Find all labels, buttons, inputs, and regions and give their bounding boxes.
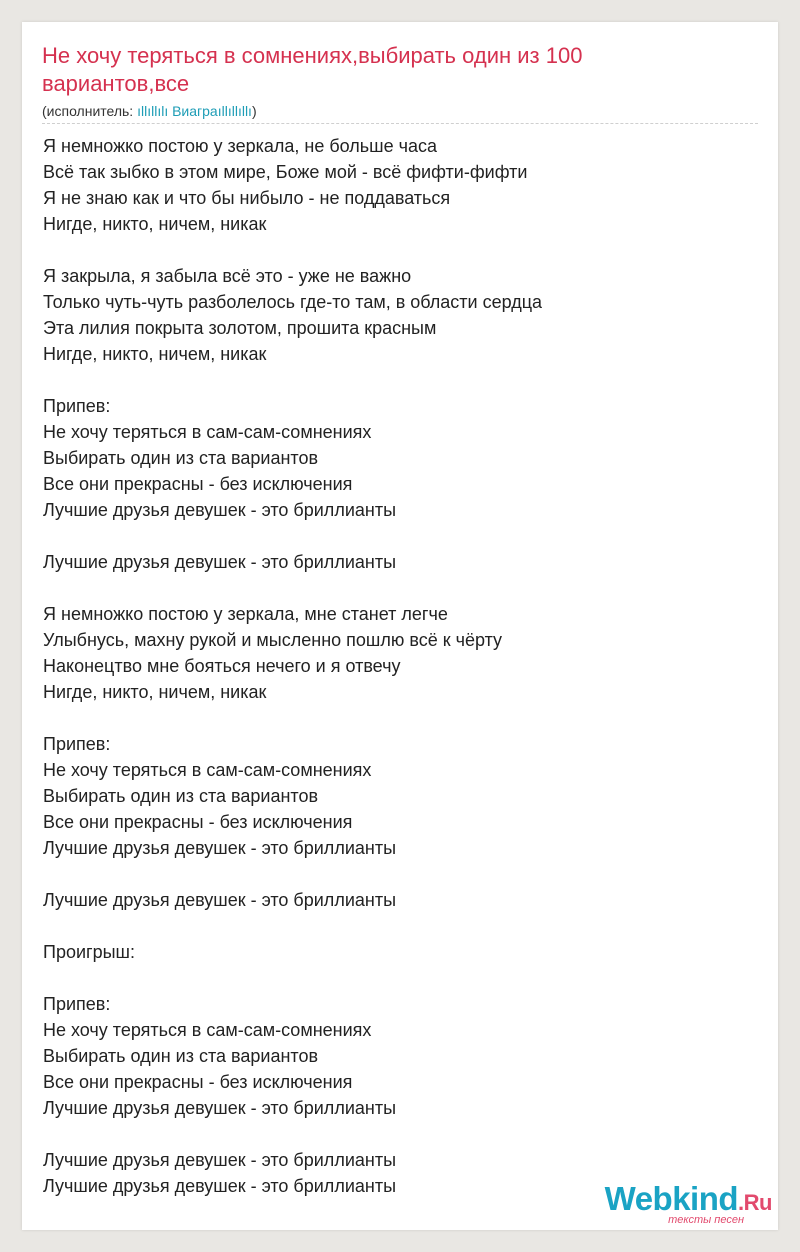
- artist-link[interactable]: ıllıllılı Виаграıllıllıllı: [137, 103, 252, 119]
- logo-tld: .Ru: [738, 1190, 772, 1215]
- lyric-line: Только чуть-чуть разболелось где-то там, в области сердца: [43, 292, 543, 312]
- lyric-line: Нигде, никто, ничем, никак: [43, 214, 267, 234]
- lyric-line: Лучшие друзья девушек - это бриллианты: [43, 1176, 397, 1196]
- lyric-line: Я немножко постою у зеркала, не больше часа: [43, 136, 437, 156]
- lyric-blank-line: [43, 367, 542, 393]
- lyric-blank-line: [43, 965, 542, 991]
- lyric-line: Эта лилия покрыта золотом, прошита красным: [43, 318, 437, 338]
- title-divider: [42, 123, 758, 124]
- lyric-line: Наконецтво мне бояться нечего и я отвечу: [43, 656, 401, 676]
- lyric-line: Припев:: [43, 396, 111, 416]
- lyric-line: Все они прекрасны - без исключения: [43, 474, 353, 494]
- lyric-blank-line: [43, 1121, 542, 1147]
- lyric-line: Я закрыла, я забыла всё это - уже не важно: [43, 266, 412, 286]
- lyric-line: Всё так зыбко в этом мире, Боже мой - всё фифти-фифти: [43, 162, 528, 182]
- lyrics-body: [43, 133, 542, 1199]
- lyric-line: Лучшие друзья девушек - это бриллианты: [43, 552, 397, 572]
- lyric-blank-line: [43, 705, 542, 731]
- lyric-line: Лучшие друзья девушек - это бриллианты: [43, 1098, 397, 1118]
- artist-prefix: (исполнитель:: [42, 103, 138, 119]
- lyric-blank-line: [43, 237, 542, 263]
- lyric-line: Проигрыш:: [43, 942, 135, 962]
- lyric-blank-line: [43, 913, 542, 939]
- artist-suffix: ): [251, 103, 257, 119]
- lyric-line: Все они прекрасны - без исключения: [43, 812, 353, 832]
- lyric-line: Все они прекрасны - без исключения: [43, 1072, 353, 1092]
- lyric-line: Припев:: [43, 734, 111, 754]
- logo-tagline: тексты песен: [668, 1214, 744, 1226]
- site-logo[interactable]: [605, 1182, 772, 1226]
- lyric-line: Лучшие друзья девушек - это бриллианты: [43, 500, 397, 520]
- lyric-line: Нигде, никто, ничем, никак: [43, 344, 267, 364]
- lyrics-card: [22, 22, 778, 1230]
- lyric-blank-line: [43, 575, 542, 601]
- lyric-line: Выбирать один из ста вариантов: [43, 786, 319, 806]
- lyric-line: Улыбнусь, махну рукой и мысленно пошлю всё к чёрту: [43, 630, 503, 650]
- lyric-line: Не хочу теряться в сам-сам-сомнениях: [43, 422, 372, 442]
- song-title: Не хочу теряться в сомнениях,выбирать один из 100 вариантов,все: [42, 43, 583, 96]
- lyric-line: Не хочу теряться в сам-сам-сомнениях: [43, 1020, 372, 1040]
- lyric-line: Лучшие друзья девушек - это бриллианты: [43, 1150, 397, 1170]
- lyric-line: Нигде, никто, ничем, никак: [43, 682, 267, 702]
- lyric-line: Выбирать один из ста вариантов: [43, 448, 319, 468]
- lyric-line: Выбирать один из ста вариантов: [43, 1046, 319, 1066]
- lyric-line: Припев:: [43, 994, 111, 1014]
- lyric-line: Не хочу теряться в сам-сам-сомнениях: [43, 760, 372, 780]
- artist-line: [42, 103, 257, 119]
- lyric-line: Я немножко постою у зеркала, мне станет легче: [43, 604, 448, 624]
- lyric-line: Я не знаю как и что бы нибыло - не поддаваться: [43, 188, 451, 208]
- logo-name: Webkind: [604, 1180, 739, 1217]
- lyric-line: Лучшие друзья девушек - это бриллианты: [43, 890, 397, 910]
- lyric-blank-line: [43, 523, 542, 549]
- lyric-blank-line: [43, 861, 542, 887]
- lyric-line: Лучшие друзья девушек - это бриллианты: [43, 838, 397, 858]
